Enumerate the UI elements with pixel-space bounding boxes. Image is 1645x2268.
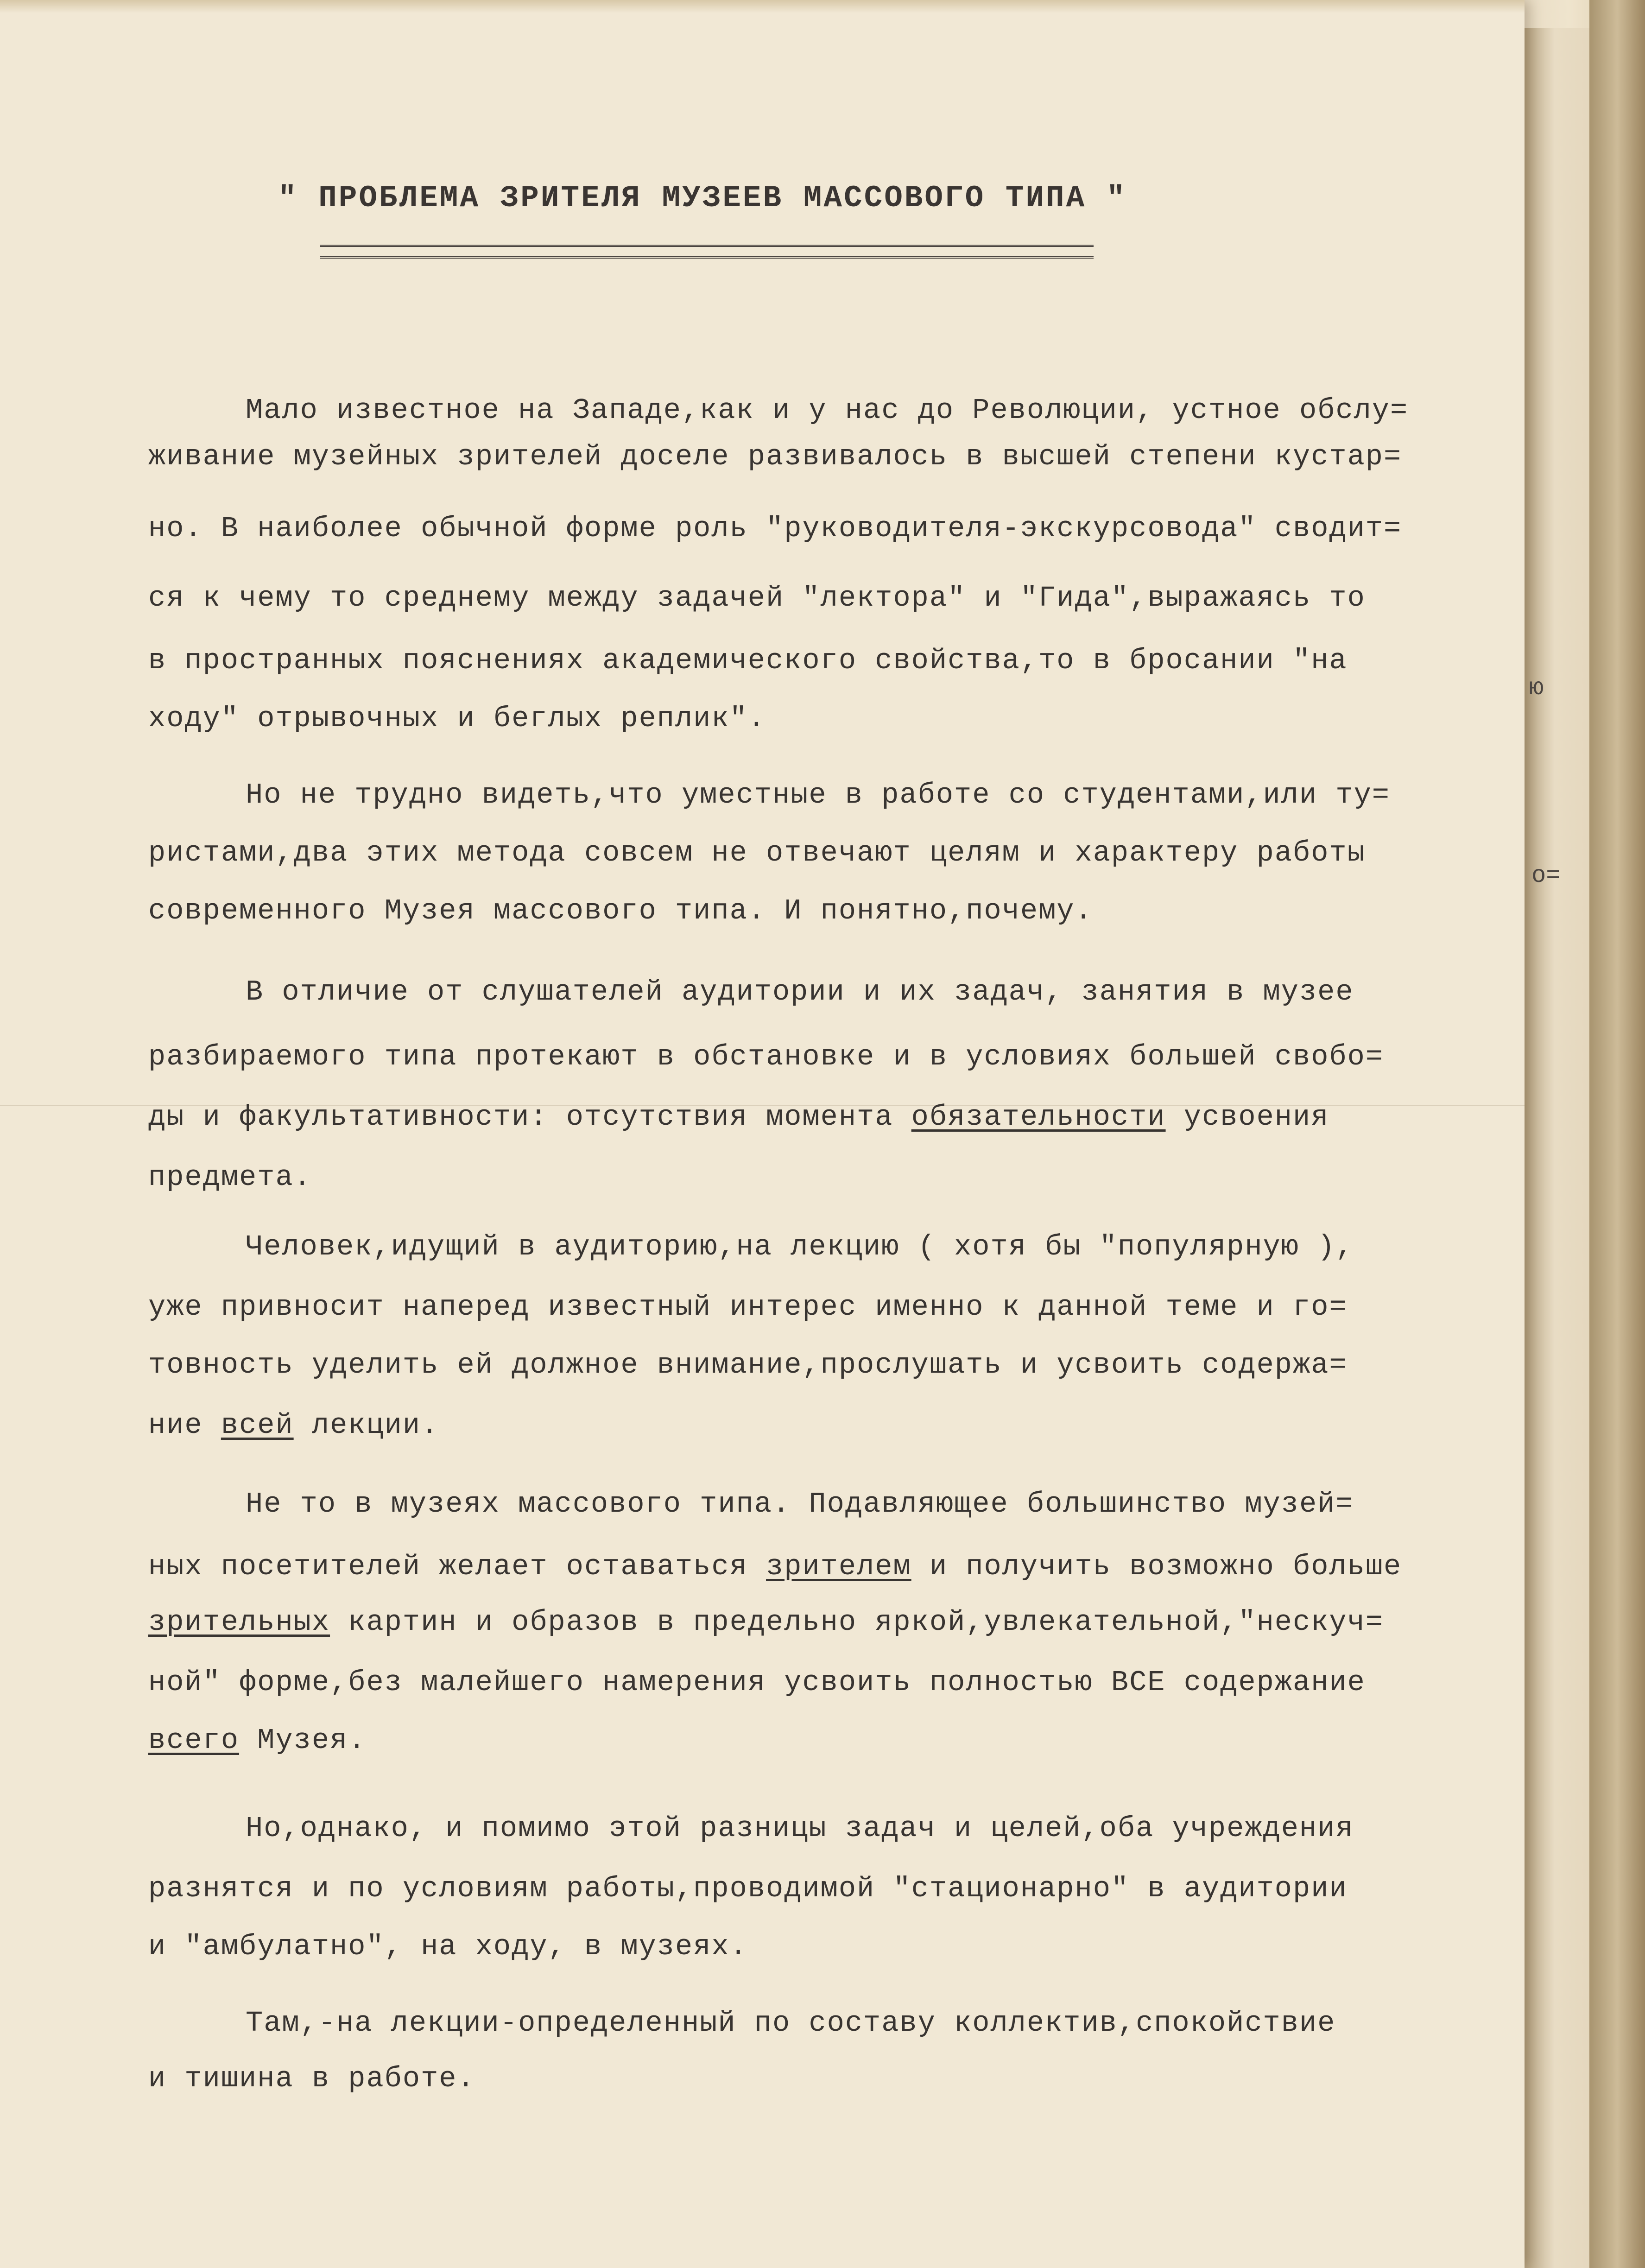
text-line: товность уделить ей должное внимание,прослушать и усвоить содержа= bbox=[148, 1349, 1348, 1381]
text-segment: картин и образов в предельно яркой,увлекательной,"нескуч= bbox=[330, 1606, 1384, 1639]
document-title: " ПРОБЛЕМА ЗРИТЕЛЯ МУЗЕЕВ МАССОВОГО ТИПА " bbox=[278, 181, 1127, 215]
text-line: Но не трудно видеть,что уместные в работе со студентами,или ту= bbox=[246, 779, 1390, 811]
underlined-word: всей bbox=[221, 1409, 294, 1442]
underlined-word: зрителем bbox=[766, 1550, 911, 1583]
text-segment: Музея. bbox=[239, 1724, 367, 1757]
text-line: уже привносит наперед известный интерес именно к данной теме и го= bbox=[148, 1291, 1348, 1324]
text-segment: усвоения bbox=[1165, 1101, 1329, 1134]
text-line: Но,однако, и помимо этой разницы задач и целей,оба учреждения bbox=[246, 1812, 1354, 1845]
text-segment: лекции. bbox=[293, 1409, 439, 1442]
text-line bbox=[148, 1608, 1384, 1637]
text-line: предмета. bbox=[148, 1161, 312, 1194]
underlined-word: обязательности bbox=[911, 1101, 1166, 1134]
text-line: ной" форме,без малейшего намерения усвоить полностью ВСЕ содержание bbox=[148, 1666, 1366, 1699]
text-line: Там,-на лекции-определенный по составу коллектив,спокойствие bbox=[246, 2007, 1336, 2040]
page-edge bbox=[0, 0, 1525, 13]
title-underline bbox=[320, 245, 1094, 259]
text-line bbox=[148, 1411, 439, 1440]
text-segment: ных посетителей желает оставаться bbox=[148, 1550, 766, 1583]
margin-mark: ю bbox=[1529, 674, 1544, 702]
text-segment: ние bbox=[148, 1409, 221, 1442]
text-line: Человек,идущий в аудиторию,на лекцию ( хотя бы "популярную ), bbox=[246, 1230, 1354, 1263]
text-line: ходу" отрывочных и беглых реплик". bbox=[148, 702, 766, 735]
underlined-word: зрительных bbox=[148, 1606, 330, 1639]
text-line: и "амбулатно", на ходу, в музеях. bbox=[148, 1930, 748, 1963]
text-line bbox=[148, 1726, 366, 1755]
margin-mark: о= bbox=[1531, 862, 1561, 889]
text-line bbox=[148, 1103, 1329, 1132]
text-line: и тишина в работе. bbox=[148, 2062, 475, 2095]
text-line: Не то в музеях массового типа. Подавляющее большинство музей= bbox=[246, 1488, 1354, 1520]
text-segment: ды и факультативности: отсутствия момента bbox=[148, 1101, 911, 1134]
text-line: В отличие от слушателей аудитории и их задач, занятия в музее bbox=[246, 976, 1354, 1008]
text-line: разбираемого типа протекают в обстановке и в условиях большей свобо= bbox=[148, 1040, 1384, 1073]
text-line: ристами,два этих метода совсем не отвечают целям и характеру работы bbox=[148, 836, 1366, 869]
sheet-stack-edge bbox=[1589, 0, 1645, 2268]
text-line bbox=[148, 1552, 1402, 1581]
text-segment: и получить возможно больше bbox=[911, 1550, 1402, 1583]
text-line: живание музейных зрителей доселе развивалось в высшей степени кустар= bbox=[148, 440, 1402, 473]
text-line: Мало известное на Западе,как и у нас до Революции, устное обслу= bbox=[246, 394, 1409, 427]
text-line: современного Музея массового типа. И понятно,почему. bbox=[148, 894, 1093, 927]
underlined-word: всего bbox=[148, 1724, 240, 1757]
text-line: в пространных пояснениях академического свойства,то в бросании "на bbox=[148, 644, 1348, 677]
text-line: разнятся и по условиям работы,проводимой "стационарно" в аудитории bbox=[148, 1872, 1348, 1905]
text-line: ся к чему то среднему между задачей "лектора" и "Гида",выражаясь то bbox=[148, 582, 1366, 615]
text-line: но. В наиболее обычной форме роль "руководителя-экскурсовода" сводит= bbox=[148, 512, 1402, 545]
